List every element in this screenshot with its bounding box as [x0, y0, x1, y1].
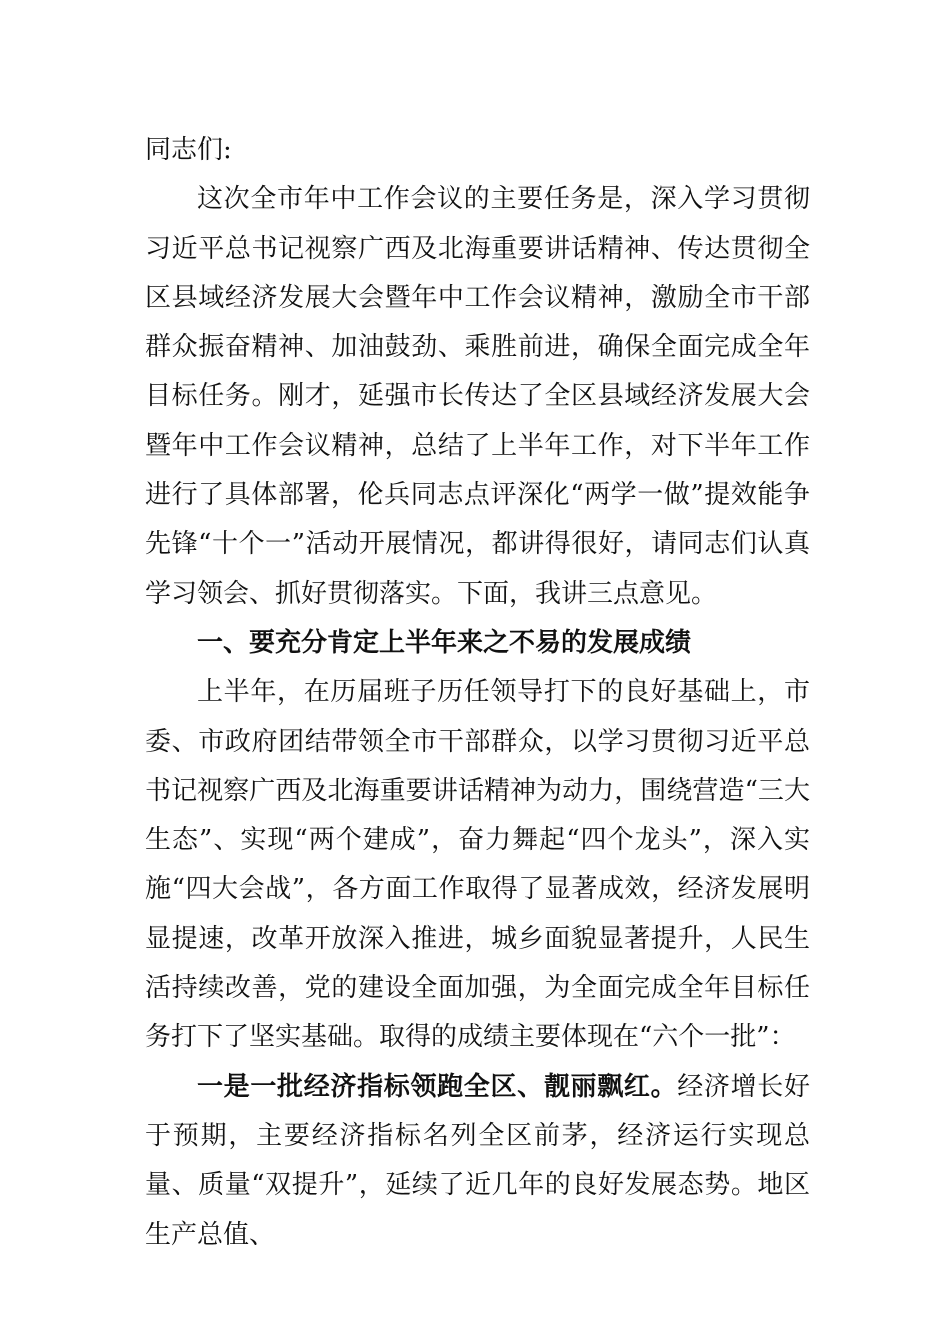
point-one-lead: 一是一批经济指标领跑全区、靓丽飘红。: [197, 1071, 678, 1102]
document-page: [145, 126, 810, 1260]
point-one-body: 经济增长好于预期，主要经济指标名列全区前茅，经济运行实现总量、质量“双提升”，延续了近几年的良好发展态势。地区生产总值、: [145, 1071, 810, 1250]
paragraph-point-one: [145, 1063, 810, 1260]
salutation: 同志们:: [145, 135, 232, 165]
section-heading-1: 一、要充分肯定上半年来之不易的发展成绩: [197, 627, 692, 658]
paragraph-intro: 这次全市年中工作会议的主要任务是，深入学习贯彻习近平总书记视察广西及北海重要讲话精神、传达贯彻全区县域经济发展大会暨年中工作会议精神，激励全市干部群众振奋精神、加油鼓劲、乘胜前进，确保全面完成全年目标任务。刚才，延强市长传达了全区县域经济发展大会暨年中工作会议精神，总结了上半年工作，对下半年工作进行了具体部署，伦兵同志点评深化“两学一做”提效能争先锋“十个一”活动开展情况，都讲得很好，请同志们认真学习领会、抓好贯彻落实。下面，我讲三点意见。: [145, 184, 810, 609]
paragraph-achievements: 上半年，在历届班子历任领导打下的良好基础上，市委、市政府团结带领全市干部群众，以学习贯彻习近平总书记视察广西及北海重要讲话精神为动力，围绕营造“三大生态”、实现“两个建成”，奋力舞起“四个龙头”，深入实施“四大会战”，各方面工作取得了显著成效，经济发展明显提速，改革开放深入推进，城乡面貌显著提升，人民生活持续改善，党的建设全面加强，为全面完成全年目标任务打下了坚实基础。取得的成绩主要体现在“六个一批”：: [145, 677, 810, 1053]
